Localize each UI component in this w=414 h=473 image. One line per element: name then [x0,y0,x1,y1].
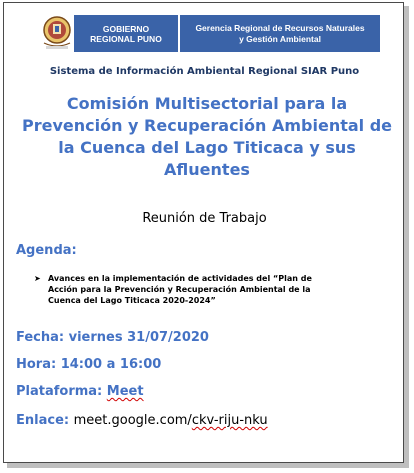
enlace-line [16,413,268,428]
meeting-type: Reunión de Trabajo [142,211,267,226]
regional-seal-logo [40,15,74,52]
agenda-item [34,273,386,306]
meet-link[interactable] [74,413,268,428]
gerencia-line-2: y Gestión Ambiental [239,33,321,44]
plataforma-value: Meet [106,384,144,399]
system-name: Sistema de Información Ambiental Regional SIAR Puno [49,66,360,77]
agenda-item-line-3: Cuenca del Lago Titicaca 2020-2024” [48,296,216,305]
document-title [18,93,396,181]
gov-line-2: REGIONAL PUNO [90,33,162,44]
frame-shadow-right [404,6,409,467]
enlace-label: Enlace: [16,413,70,428]
title-line-3: la Cuenca del Lago Titicaca y sus [58,138,356,157]
frame-shadow-bottom [7,463,409,468]
gerencia-label [180,15,380,52]
meet-link-code: ckv-riju-nku [191,413,268,428]
agenda-heading: Agenda: [16,243,77,258]
agenda-item-line-2: Acción para la Prevención y Recuperación Ambiental de la [48,285,311,294]
agenda-item-line-1: Avances en la implementación de actividades del “Plan de [48,274,312,283]
meet-link-prefix: meet.google.com/ [73,413,192,428]
hora-line: Hora: 14:00 a 16:00 [16,357,162,372]
agenda-item-text [48,273,312,306]
plataforma-line [16,384,144,399]
document-frame [3,2,404,463]
gobierno-regional-label [74,15,180,52]
header-banner [40,15,380,52]
plataforma-label: Plataforma: [16,384,103,399]
title-line-4: Afluentes [164,160,250,179]
title-line-1: Comisión Multisectorial para la [66,94,348,113]
fecha-line: Fecha: viernes 31/07/2020 [16,330,209,345]
gerencia-line-1: Gerencia Regional de Recursos Naturales [195,22,365,33]
bullet-arrow-icon: ➤ [34,274,41,283]
title-line-2: Prevención y Recuperación Ambiental de [21,116,393,135]
gov-line-1: GOBIERNO [102,23,150,34]
